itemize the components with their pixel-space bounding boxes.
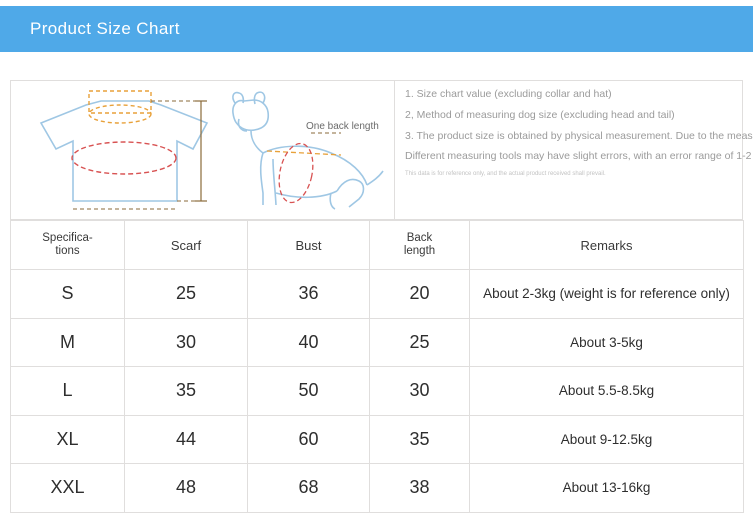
illustration-row bbox=[10, 80, 753, 220]
garment-diagram-svg bbox=[11, 81, 394, 219]
size-chart-table bbox=[10, 220, 744, 513]
cell-back-length: 30 bbox=[370, 367, 470, 416]
header-specifications-line1: Specifica- bbox=[42, 232, 93, 244]
header-specifications-line2: tions bbox=[55, 245, 80, 257]
header-scarf: Scarf bbox=[125, 221, 248, 270]
cell-bust: 60 bbox=[248, 415, 370, 464]
table-row bbox=[11, 415, 744, 464]
table-row bbox=[11, 464, 744, 513]
cell-scarf: 44 bbox=[125, 415, 248, 464]
note-line-3: 3. The product size is obtained by physical measurement. Due to the meas bbox=[405, 130, 753, 142]
header-back-length-line1: Back bbox=[406, 232, 433, 244]
cell-scarf: 35 bbox=[125, 367, 248, 416]
cell-back-length: 25 bbox=[370, 318, 470, 367]
table-header-row bbox=[11, 221, 744, 270]
page-title: Product Size Chart bbox=[30, 19, 180, 38]
cell-remarks: About 3-5kg bbox=[470, 318, 744, 367]
cell-size: M bbox=[11, 318, 125, 367]
garment-measure-diagram bbox=[11, 81, 394, 219]
cell-scarf: 30 bbox=[125, 318, 248, 367]
table-row bbox=[11, 270, 744, 319]
cell-bust: 50 bbox=[248, 367, 370, 416]
note-line-1: 1. Size chart value (excluding collar and hat) bbox=[405, 88, 612, 100]
header-back-length-line2: length bbox=[403, 245, 436, 257]
cell-back-length: 38 bbox=[370, 464, 470, 513]
note-line-2: 2, Method of measuring dog size (excluding head and tail) bbox=[405, 109, 675, 121]
cell-scarf: 25 bbox=[125, 270, 248, 319]
cell-bust: 40 bbox=[248, 318, 370, 367]
cell-size: XXL bbox=[11, 464, 125, 513]
cell-size: L bbox=[11, 367, 125, 416]
cell-back-length: 35 bbox=[370, 415, 470, 464]
cell-remarks: About 5.5-8.5kg bbox=[470, 367, 744, 416]
header-bust: Bust bbox=[248, 221, 370, 270]
note-line-4: Different measuring tools may have slight errors, with an error range of 1-2 bbox=[405, 150, 752, 162]
back-length-label: One back length bbox=[306, 121, 379, 132]
cell-bust: 68 bbox=[248, 464, 370, 513]
header-back-length bbox=[370, 221, 470, 270]
cell-remarks: About 13-16kg bbox=[470, 464, 744, 513]
cell-size: S bbox=[11, 270, 125, 319]
cell-back-length: 20 bbox=[370, 270, 470, 319]
cell-bust: 36 bbox=[248, 270, 370, 319]
cell-remarks: About 9-12.5kg bbox=[470, 415, 744, 464]
notes-panel bbox=[394, 81, 753, 219]
table-row bbox=[11, 318, 744, 367]
cell-scarf: 48 bbox=[125, 464, 248, 513]
note-fineprint: This data is for reference only, and the actual product received shall prevail. bbox=[405, 171, 606, 177]
table-body bbox=[11, 270, 744, 513]
header-remarks: Remarks bbox=[470, 221, 744, 270]
table-row bbox=[11, 367, 744, 416]
header-banner bbox=[0, 6, 753, 52]
cell-remarks: About 2-3kg (weight is for reference only) bbox=[470, 270, 744, 319]
cell-size: XL bbox=[11, 415, 125, 464]
header-specifications bbox=[11, 221, 125, 270]
table-header bbox=[11, 221, 744, 270]
